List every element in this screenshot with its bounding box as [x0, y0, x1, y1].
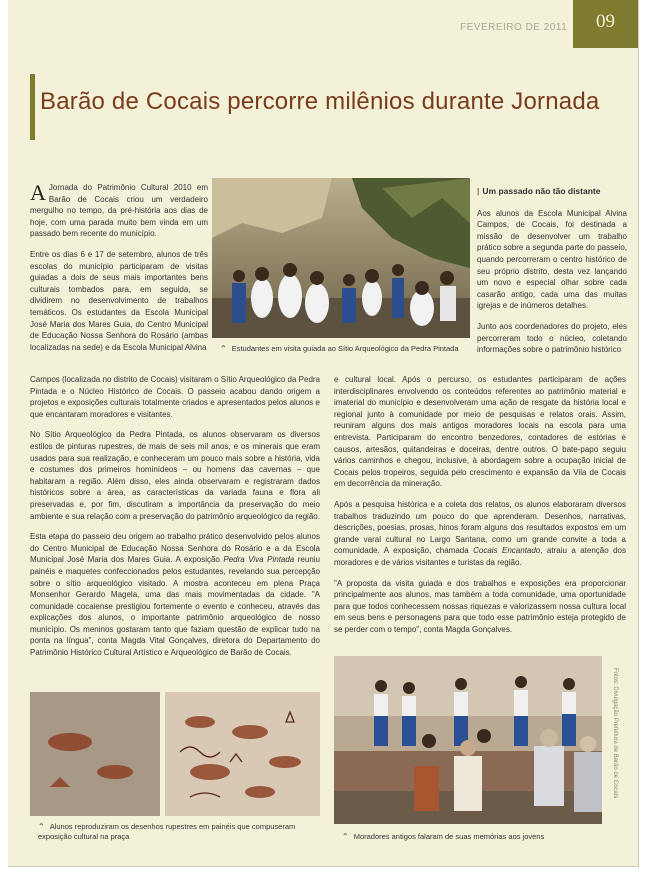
- caption-text: Alunos reproduziram os desenhos rupestres em painéis que compuseram exposição cultural na praça: [38, 822, 296, 841]
- caption-text: Moradores antigos falaram de suas memórias aos jovens: [353, 832, 545, 841]
- paragraph: Campos (localizada no distrito de Cocais) visitaram o Sítio Arqueológico da Pedra Pintada e o Núcleo Histórico de Cocais. O passeio acabou dando origem a projetos e exposições culturais totalmente criados e apresentados pelos alunos e que encantaram moradores e visitantes.: [30, 375, 320, 419]
- left-column-wide: [30, 374, 320, 668]
- photo-students-archaeological-site: [212, 178, 470, 338]
- caption-marker-icon: ⌃: [38, 822, 45, 831]
- right-column-wide: [334, 374, 626, 644]
- elders-meeting-illustration: [334, 656, 602, 824]
- section-subtitle: | Um passado não tão distante: [477, 186, 601, 196]
- photo-students-illustration: [212, 178, 470, 338]
- rock-painting-illustration: [30, 692, 320, 816]
- left-column-top: [30, 182, 208, 362]
- issue-date: FEVEREIRO DE 2011: [460, 22, 568, 33]
- article-title: Barão de Cocais percorre milênios durante Jornada: [40, 88, 600, 115]
- caption-text: Estudantes em visita guiada ao Sítio Arqueológico da Pedra Pintada: [231, 344, 459, 353]
- caption-marker-icon: ⌃: [220, 344, 227, 353]
- paragraph: No Sítio Arqueológico da Pedra Pintada, os alunos observaram os diversos estilos de pinturas rupestres, de mais de seis mil anos, e os minerais que eram usados para sua realização, e conheceram um pouco mais sobre a história, vida e costumes dos primeiros hominídeos – ou homens das cavernas – que habitaram a região. Além disso, eles ainda observaram e registraram dados históricos sobre a área, as características da variada fauna e flora ali preservadas e, por fim, discutiram a importância da preservação do meio ambiente e sua relação com a preservação do patrimônio arqueológico da região.: [30, 430, 320, 521]
- title-accent-bar: [30, 74, 35, 140]
- photo-credit: Fotos: Divulgação Prefeitura de Barão de Cocais: [612, 668, 618, 799]
- caption-top-photo: [220, 344, 470, 354]
- paragraph: e cultural local. Após o percurso, os estudantes participaram de ações interdisciplinares envolvendo os conteúdos referentes ao patrimônio material e imaterial do município e desenvolveram uma ação de resgate da história local e regional junto à comunidade por meio de pesquisas e relatos orais. Assim, reuniram alguns dos mais antigos moradores locais na escola para uma entrevista. Participaram do encontro benzedores, contadores de estórias e causos, artesãos, quitandeiras e doceiras, dentre outros. O bate-papo seguiu vários caminhos e chegou, inclusive, à abordagem sobre a ocupação inicial de Cocais pelos tropeiros, seguida pelo crescimento e expansão da Vila de Cocais em decorrência da mineração.: [334, 375, 626, 489]
- magazine-page: [8, 0, 639, 867]
- paragraph-exhibition: Após a pesquisa histórica e a coleta dos relatos, os alunos elaboraram diversos trabalhos traduzindo um pouco do que aprenderam. Desenhos, narrativas, descrições, poesias, prosas, hinos foram alguns dos resultados expostos em um grande varal cultural no Largo Santana, como um grande convite a toda a comunidade. A exposição, chamada Cocais Encantado, atraiu a atenção dos moradores e de vários visitantes e turistas da região.: [334, 499, 626, 567]
- page-number: 09: [573, 0, 638, 48]
- caption-marker-icon: ⌃: [342, 832, 349, 841]
- paragraph-exhibition: Esta etapa do passeio deu origem ao trabalho prático desenvolvido pelos alunos do Centro Municipal de Educação Nossa Senhora do Rosário e a da Escola Municipal José Maria dos Mares Guia. A exposição Pedra Viva Pintada reuniu painéis e maquetes confeccionados pelos estudantes, revelando sua percepção sobre o sítio arqueológico visitado. A mostra aconteceu em plena Praça Monsenhor Gerardo Magela, uma das mais movimentadas da cidade. "A comunidade cocaiense prestigiou fortemente o evento e conheceu, através das explicações dos alunos, o importante patrimônio arqueológico de nosso município. Os meninos gostaram tanto que faziam questão de explicar tudo na ponta na língua", conta Magda Vital Gonçalves, diretora do Departamento do Patrimônio Histórico Cultural Artístico e Arqueológico de Barão de Cocais.: [30, 532, 320, 658]
- photo-elders-with-students: [334, 656, 602, 824]
- drop-cap: A: [30, 180, 46, 205]
- exhibition-name: Cocais Encantado: [473, 546, 541, 556]
- photo-rock-painting-panels: [30, 692, 320, 816]
- paragraph: Entre os dias 6 e 17 de setembro, alunos de três escolas do município participaram de visitas guiadas a dois de seus mais importantes bens culturais tombados para, em seguida, se dividirem no desenvolvimento de trabalhos temáticos. Os estudantes da Escola Municipal José Maria dos Mares Guia, do Centro Municipal de Educação Nossa Senhora do Rosário (ambas localizadas na sede) e da Escola Municipal Alvina: [30, 249, 208, 352]
- caption-bottom-left: [38, 822, 318, 842]
- exhibition-name: Pedra Viva Pintada: [223, 555, 295, 565]
- paragraph: Aos alunos da Escola Municipal Alvina Campos, de Cocais, foi destinada a missão de desenvolver um trabalho prático sobre a segunda parte do passeio, quando percorreram o centro histórico de seu próprio distrito, desta vez lançando um novo e especial olhar sobre cada casarão antigo, cada uma das muitas igrejas e de inúmeros detalhes.: [477, 208, 627, 311]
- quote-paragraph: "A proposta da visita guiada e dos trabalhos e exposições era proporcionar principalmente aos alunos, mas também a toda comunidade, uma oportunidade para que todos conhecessem nossas riquezas e valorizassem nossa cultura local em seus bens e personagens para que todo esse patrimônio esteja protegido de se perder com o tempo", conta Magda Gonçalves.: [334, 578, 626, 634]
- right-column-top: [477, 186, 627, 365]
- paragraph: Junto aos coordenadores do projeto, eles percorreram todo o núcleo, coletando informações sobre o patrimônio histórico: [477, 321, 627, 355]
- paragraph-intro: Jornada do Patrimônio Cultural 2010 em Barão de Cocais criou um verdadeiro mergulho no tempo, da pré-história aos dias de hoje, com uma parada muito bem vinda em um passado bem recente do município.: [30, 183, 208, 239]
- caption-bottom-right: [342, 832, 602, 842]
